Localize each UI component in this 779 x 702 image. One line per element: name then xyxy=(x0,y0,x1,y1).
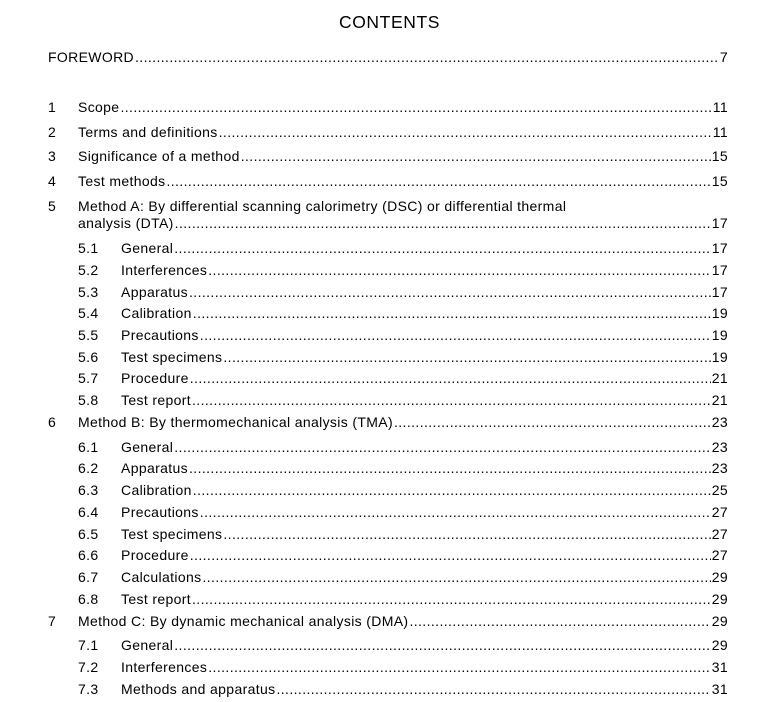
toc-page-number: 31 xyxy=(711,681,728,697)
toc-section-number: 3 xyxy=(48,148,57,164)
toc-entry-subsection[interactable] xyxy=(78,390,728,410)
toc-entry-subsection[interactable] xyxy=(78,238,728,258)
toc-section-number: 7.1 xyxy=(78,637,99,653)
toc-entry-subsection[interactable] xyxy=(78,458,728,478)
toc-section-number: 7.2 xyxy=(78,659,99,675)
toc-section-number: 6.5 xyxy=(78,526,99,542)
dot-leader xyxy=(409,611,710,631)
toc-entry-subsection[interactable] xyxy=(78,303,728,323)
toc-page-number: 29 xyxy=(711,569,728,585)
toc-page-number: 21 xyxy=(711,392,728,408)
toc-entry-label: Precautions xyxy=(121,504,199,520)
toc-entry-subsection[interactable] xyxy=(78,545,728,565)
toc-entry-label: Interferences xyxy=(121,659,208,675)
dot-leader xyxy=(394,412,711,432)
toc-entry-label: Terms and definitions xyxy=(78,124,218,140)
toc-entry-label: Apparatus xyxy=(121,284,188,300)
dot-leader xyxy=(208,657,710,677)
dot-leader xyxy=(223,524,710,544)
toc-page-number: 19 xyxy=(711,305,728,321)
dot-leader xyxy=(175,213,711,233)
toc-page-number: 29 xyxy=(711,613,728,629)
toc-entry-subsection[interactable] xyxy=(78,502,728,522)
toc-entry-subsection[interactable] xyxy=(78,437,728,457)
toc-entry-foreword[interactable] xyxy=(48,47,728,67)
toc-entry-subsection[interactable] xyxy=(78,589,728,609)
dot-leader xyxy=(120,97,711,117)
toc-section-number: 7.3 xyxy=(78,681,99,697)
dot-leader xyxy=(208,260,710,280)
toc-entry-label: Apparatus xyxy=(121,460,188,476)
toc-section-number: 6 xyxy=(48,414,57,430)
toc-entry-subsection[interactable] xyxy=(78,368,728,388)
toc-section-number: 5.5 xyxy=(78,327,99,343)
toc-entry-label: Test report xyxy=(121,392,191,408)
dot-leader xyxy=(192,390,711,410)
dot-leader xyxy=(200,502,711,522)
dot-leader xyxy=(135,47,719,67)
toc-entry-subsection[interactable] xyxy=(78,657,728,677)
toc-entry-label: General xyxy=(121,439,174,455)
toc-entry-section[interactable] xyxy=(48,171,728,191)
dot-leader xyxy=(190,368,711,388)
toc-page-number: 23 xyxy=(711,439,728,455)
toc-section-number: 6.3 xyxy=(78,482,99,498)
dot-leader xyxy=(189,458,711,478)
toc-section-number: 5.7 xyxy=(78,370,99,386)
toc-section-number: 6.8 xyxy=(78,591,99,607)
dot-leader xyxy=(241,146,711,166)
toc-entry-label: Calibration xyxy=(121,482,192,498)
toc-page-number: 29 xyxy=(711,637,728,653)
toc-section-number: 6.6 xyxy=(78,547,99,563)
toc-entry-label: Test specimens xyxy=(121,349,223,365)
toc-entry-section[interactable] xyxy=(48,97,728,117)
toc-page-number: 17 xyxy=(711,240,728,256)
toc-entry-label-line2: analysis (DTA) xyxy=(78,215,174,231)
dot-leader xyxy=(276,679,710,699)
toc-section-number: 5.8 xyxy=(78,392,99,408)
toc-page-number: 27 xyxy=(711,504,728,520)
toc-entry-label: Method B: By thermomechanical analysis (TMA) xyxy=(78,414,393,430)
toc-section-number: 4 xyxy=(48,173,57,189)
toc-section-number: 5.3 xyxy=(78,284,99,300)
dot-leader xyxy=(200,325,711,345)
toc-entry-subsection[interactable] xyxy=(78,480,728,500)
toc-page-number: 15 xyxy=(711,173,728,189)
toc-section-number: 6.7 xyxy=(78,569,99,585)
toc-entry-subsection[interactable] xyxy=(78,524,728,544)
dot-leader xyxy=(189,282,711,302)
toc-entry-label-line1: Method A: By differential scanning calorimetry (DSC) or differential thermal xyxy=(78,198,567,214)
toc-entry-subsection[interactable] xyxy=(78,325,728,345)
toc-entry-subsection[interactable] xyxy=(78,347,728,367)
toc-page-number: 15 xyxy=(711,148,728,164)
toc-entry-label: FOREWORD xyxy=(48,49,135,65)
toc-page-number: 27 xyxy=(711,526,728,542)
toc-section-number: 6.4 xyxy=(78,504,99,520)
toc-entry-subsection[interactable] xyxy=(78,282,728,302)
dot-leader xyxy=(192,589,711,609)
toc-page-number: 11 xyxy=(712,124,728,140)
toc-page-number: 17 xyxy=(711,215,728,231)
toc-entry-label: Calculations xyxy=(121,569,202,585)
toc-section-number: 1 xyxy=(48,99,57,115)
toc-entry-label: Scope xyxy=(78,99,120,115)
toc-section-number: 6.1 xyxy=(78,439,99,455)
toc-entry-label: Procedure xyxy=(121,370,189,386)
toc-entry-section[interactable] xyxy=(48,122,728,142)
dot-leader xyxy=(166,171,710,191)
dot-leader xyxy=(174,437,710,457)
toc-page-number: 19 xyxy=(711,327,728,343)
toc-entry-label: Calibration xyxy=(121,305,192,321)
toc-page-number: 17 xyxy=(711,284,728,300)
dot-leader xyxy=(223,347,710,367)
dot-leader xyxy=(190,545,711,565)
toc-page-number: 21 xyxy=(711,370,728,386)
toc-page-number: 31 xyxy=(711,659,728,675)
toc-section-number: 6.2 xyxy=(78,460,99,476)
toc-page-number: 25 xyxy=(711,482,728,498)
toc-entry-label: Interferences xyxy=(121,262,208,278)
toc-page-number: 29 xyxy=(711,591,728,607)
dot-leader xyxy=(174,635,710,655)
toc-entry-subsection[interactable] xyxy=(78,635,728,655)
toc-page-number: 27 xyxy=(711,547,728,563)
toc-page-number: 23 xyxy=(711,414,728,430)
dot-leader xyxy=(219,122,712,142)
dot-leader xyxy=(174,238,710,258)
toc-section-number: 5.2 xyxy=(78,262,99,278)
toc-section-number: 5.6 xyxy=(78,349,99,365)
toc-entry-label: Precautions xyxy=(121,327,199,343)
dot-leader xyxy=(202,567,710,587)
toc-entry-section[interactable] xyxy=(48,611,728,631)
toc-page-number: 23 xyxy=(711,460,728,476)
dot-leader xyxy=(193,480,711,500)
toc-entry-label: Method C: By dynamic mechanical analysis (DMA) xyxy=(78,613,409,629)
toc-entry-label: General xyxy=(121,240,174,256)
toc-section-number: 7 xyxy=(48,613,57,629)
toc-section-number: 5.1 xyxy=(78,240,99,256)
toc-entry-subsection[interactable] xyxy=(78,260,728,280)
toc-entry-section[interactable] xyxy=(48,196,728,236)
toc-entry-section[interactable] xyxy=(48,146,728,166)
toc-page-number: 17 xyxy=(711,262,728,278)
toc-entry-label: Test methods xyxy=(78,173,166,189)
toc-page-number: 11 xyxy=(712,99,728,115)
toc-entry-label: Procedure xyxy=(121,547,189,563)
page-title: CONTENTS xyxy=(338,12,441,32)
toc-page-number: 7 xyxy=(719,49,728,65)
toc-page-number: 19 xyxy=(711,349,728,365)
toc-section-number: 2 xyxy=(48,124,57,140)
toc-entry-label: Methods and apparatus xyxy=(121,681,276,697)
toc-entry-subsection[interactable] xyxy=(78,679,728,699)
toc-section-number: 5 xyxy=(48,198,57,214)
toc-entry-section[interactable] xyxy=(48,412,728,432)
toc-entry-label: Test specimens xyxy=(121,526,223,542)
toc-entry-subsection[interactable] xyxy=(78,567,728,587)
dot-leader xyxy=(193,303,711,323)
toc-entry-label: Significance of a method xyxy=(78,148,240,164)
toc-entry-label: Test report xyxy=(121,591,191,607)
toc-entry-label: General xyxy=(121,637,174,653)
toc-section-number: 5.4 xyxy=(78,305,99,321)
